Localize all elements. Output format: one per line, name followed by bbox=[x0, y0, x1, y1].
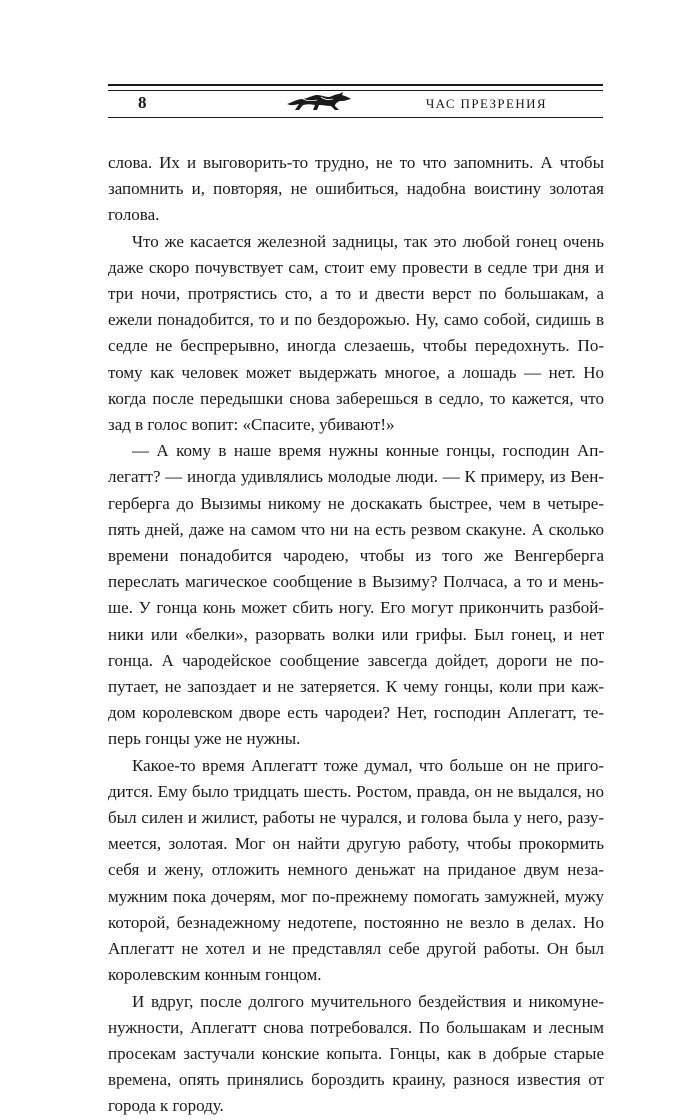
body-text bbox=[108, 150, 604, 1120]
running-header bbox=[108, 84, 603, 118]
paragraph: Какое-то время Аплегатт тоже думал, что больше он не пригодится. Ему было тридцать шесть. Ростом, правда, он не выдался, но был силен и жилист, работы не чурался, и голова была у него, разумеется, золотая. Мог он найти другую работу, чтобы прокормить себя и жену, отложить немного деньжат на приданое двум незамужним пока дочерям, мог по-прежнему помогать замужней, мужу которой, безнадежному недотепе, постоянно не везло в делах. Но Аплегатт не хотел и не представлял себе другой работы. Он был королевским конным гонцом. bbox=[108, 755, 604, 985]
paragraph: слова. Их и выговорить-то трудно, не то что запомнить. А чтобы запомнить и, повторяя, не ошибиться, надобна воистину золотая голова. bbox=[108, 153, 604, 225]
paragraph: И вдруг, после долгого мучительного бездействия и никомуненужности, Аплегатт снова потребовался. По большакам и лесным просекам застучали конские копыта. Гонцы, как в добрые старые времена, опять принялись бороздить краину, разнося известия от города к городу. bbox=[108, 991, 604, 1116]
paragraph: — А кому в наше время нужны конные гонцы, господин Аплегатт? — иногда удивлялись молодые люди. — К примеру, из Венгерберга до Вызимы никому не доскакать быстрее, чем в четыре-пять дней, даже на самом что ни на есть резвом скакуне. А сколько времени понадобится чародею, чтобы из того же Венгерберга переслать магическое сообщение в Вызиму? Полчаса, а то и меньше. У гонца конь может сбить ногу. Его могут прикончить разбойники или «белки», разорвать волки или грифы. Был гонец, и нет гонца. А чародейское сообщение завсегда дойдет, дороги не попутает, не запоздает и не затеряется. К чему гонцы, коли при каждом королевском дворе есть чародеи? Нет, господин Аплегатт, теперь гонцы уже не нужны. bbox=[108, 441, 604, 749]
paragraph: Что же касается железной задницы, так это любой гонец очень даже скоро почувствует сам, стоит ему провести в седле три дня и три ночи, протрястись сто, а то и двести верст по большакам, а ежели понадобится, то и по бездорожью. Ну, само собой, сидишь в седле не беспрерывно, иногда слезаешь, чтобы передохнуть. Потому как человек может выдержать многое, а лошадь — нет. Но когда после передышки снова заберешься в седло, то кажется, что зад в голос вопит: «Спасите, убивают!» bbox=[108, 231, 604, 435]
header-bottom-rule bbox=[108, 117, 603, 118]
running-title: ЧАС ПРЕЗРЕНИЯ bbox=[425, 96, 547, 111]
page-number: 8 bbox=[138, 93, 147, 112]
header-top-rule bbox=[108, 84, 603, 91]
running-wolf-icon bbox=[283, 89, 355, 113]
